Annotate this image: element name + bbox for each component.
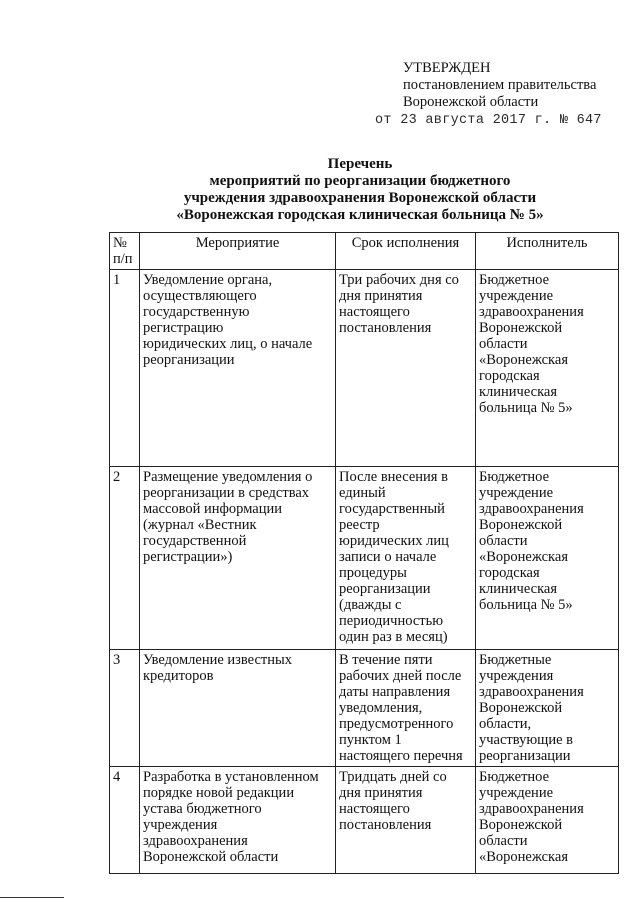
approval-stamp: УТВЕРЖДЕН	[403, 60, 491, 76]
title-line-1: Перечень	[327, 156, 393, 172]
row-action: Размещение уведомления о реорганизации в средствах массовой информации (журнал «Вестник государственной регистрации»)	[140, 467, 336, 650]
row-number: 4	[110, 767, 140, 874]
approval-date: от 23 августа 2017 г. № 647	[375, 113, 602, 128]
title-line-3: учреждения здравоохранения Воронежской области	[183, 190, 537, 206]
row-executor: Бюджетное учреждение здравоохранения Воронежской области «Воронежская	[476, 767, 619, 874]
measures-table	[109, 232, 619, 874]
row-term: Три рабочих дня со дня принятия настоящего постановления	[336, 270, 476, 467]
footnote-divider	[0, 897, 64, 898]
row-executor: Бюджетное учреждение здравоохранения Воронежской области «Воронежская городская клиническая больница № 5»	[476, 270, 619, 467]
document-title	[100, 156, 620, 224]
header-term: Срок исполнения	[336, 233, 476, 270]
approval-line-2: Воронежской области	[403, 94, 539, 110]
header-executor: Исполнитель	[476, 233, 619, 270]
row-number: 3	[110, 650, 140, 767]
table-row	[110, 767, 619, 874]
row-action: Уведомление известных кредиторов	[140, 650, 336, 767]
approval-block	[375, 60, 633, 129]
table-row	[110, 650, 619, 767]
row-term: В течение пяти рабочих дней после даты направления уведомления, предусмотренного пунктом 1 настоящего перечня	[336, 650, 476, 767]
header-num: № п/п	[110, 233, 140, 270]
table-row	[110, 270, 619, 467]
row-executor: Бюджетное учреждение здравоохранения Воронежской области «Воронежская городская клиническая больница № 5»	[476, 467, 619, 650]
row-executor: Бюджетные учреждения здравоохранения Воронежской области, участвующие в реорганизации	[476, 650, 619, 767]
row-action: Уведомление органа, осуществляющего государственную регистрацию юридических лиц, о начале реорганизации	[140, 270, 336, 467]
table-row	[110, 467, 619, 650]
row-action: Разработка в установленном порядке новой редакции устава бюджетного учреждения здравоохранения Воронежской области	[140, 767, 336, 874]
row-term: Тридцать дней со дня принятия настоящего постановления	[336, 767, 476, 874]
title-line-4: «Воронежская городская клиническая больница № 5»	[176, 207, 544, 223]
row-number: 2	[110, 467, 140, 650]
approval-line-1: постановлением правительства	[403, 77, 597, 93]
title-line-2: мероприятий по реорганизации бюджетного	[209, 173, 511, 189]
header-action: Мероприятие	[140, 233, 336, 270]
row-number: 1	[110, 270, 140, 467]
table-header-row	[110, 233, 619, 270]
row-term: После внесения в единый государственный реестр юридических лиц записи о начале процедуры реорганизации (дважды с периодичностью один раз в месяц)	[336, 467, 476, 650]
